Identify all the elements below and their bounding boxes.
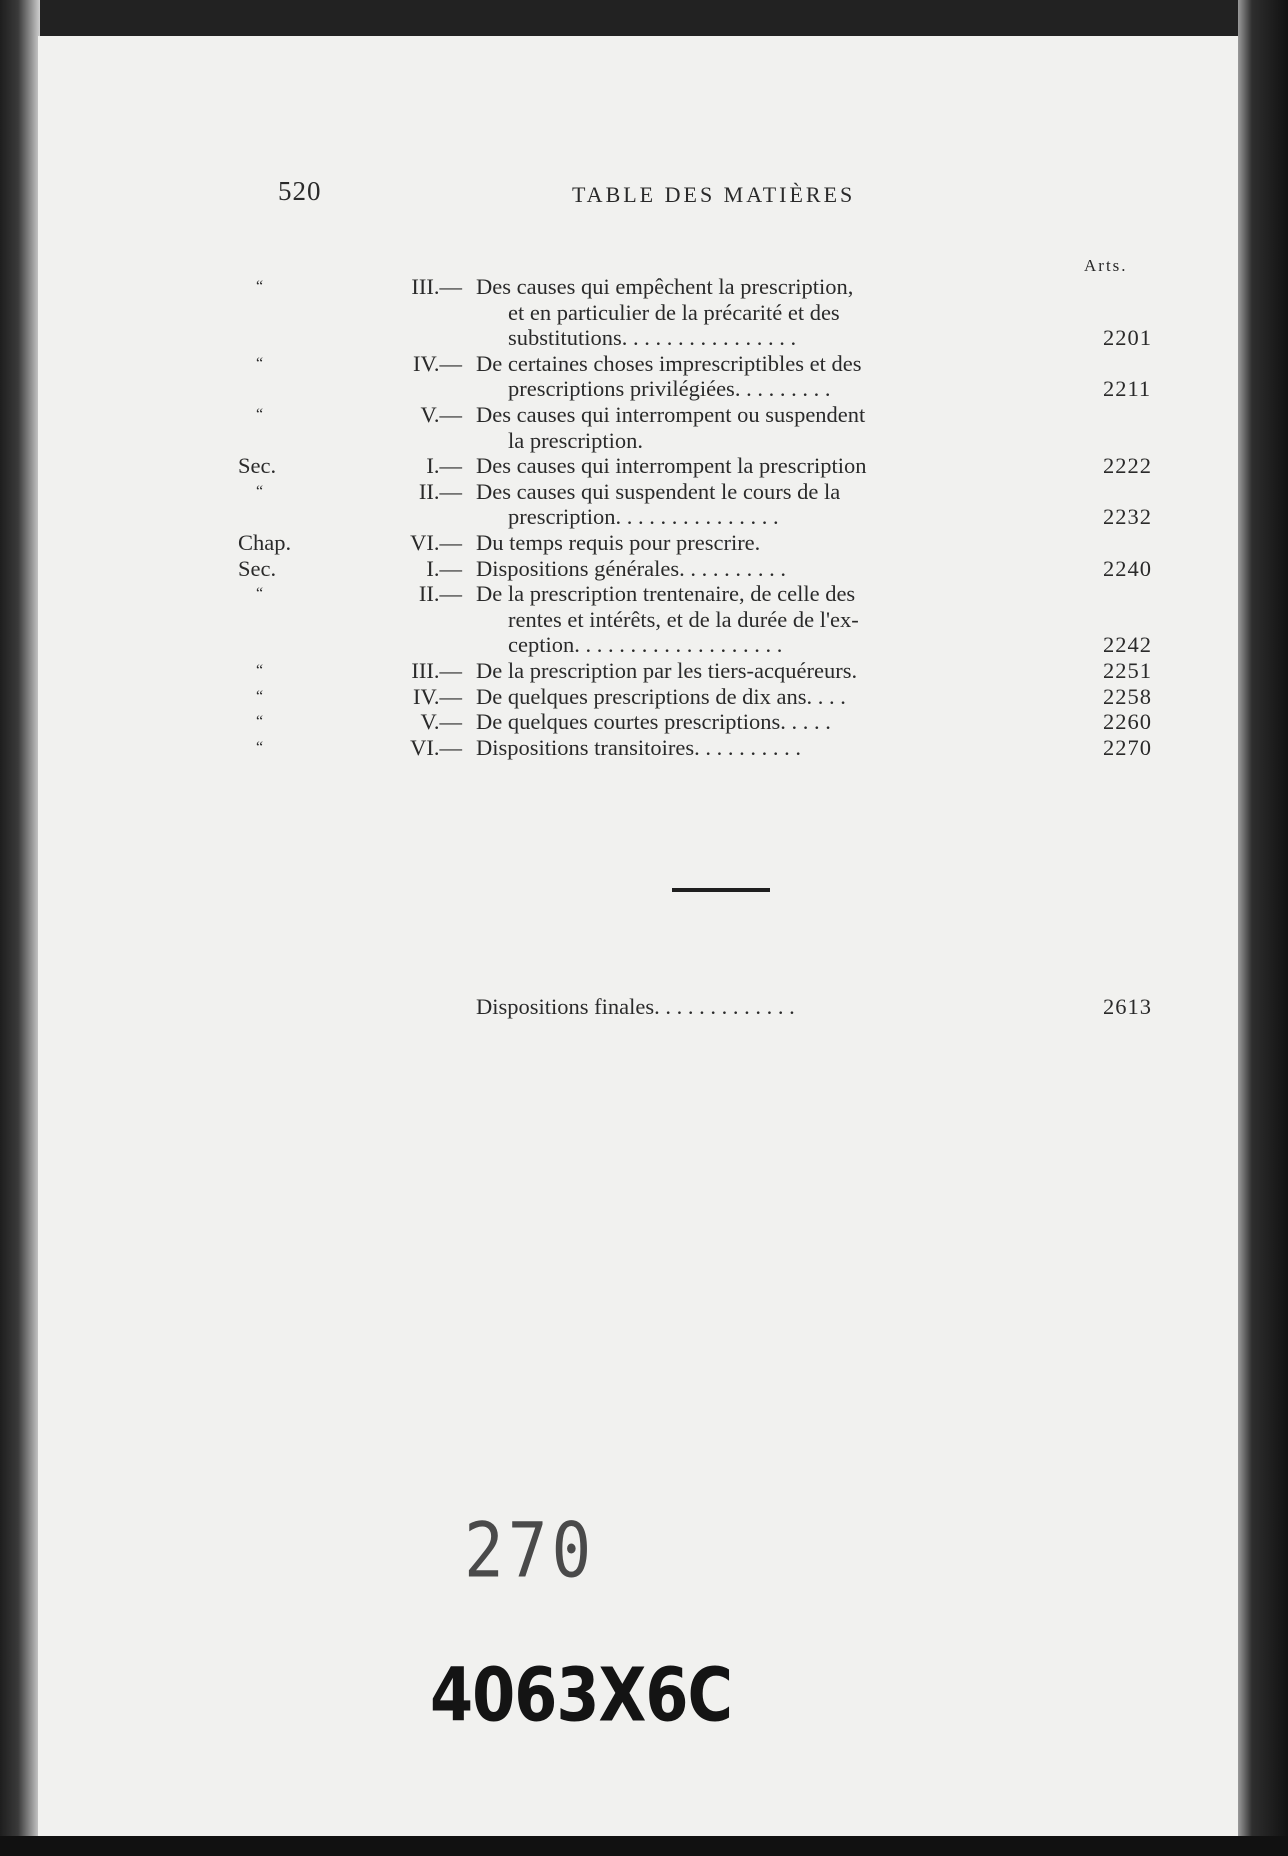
entry-title: rentes et intérêts, et de la durée de l'ex- xyxy=(508,607,859,632)
library-stamp-number: 270 xyxy=(464,1506,596,1595)
entry-title: substitutions. . . . . . . . . . . . . . . . xyxy=(508,325,797,350)
toc-entry-line xyxy=(38,504,1238,530)
entry-label: “ xyxy=(256,739,264,756)
toc-entry-line xyxy=(38,274,1238,300)
entry-article-number: 2242 xyxy=(1103,632,1152,657)
toc-entry-line xyxy=(38,709,1238,735)
entry-roman-numeral: II.— xyxy=(418,479,462,504)
entry-article-number: 2260 xyxy=(1103,709,1152,734)
entry-article-number: 2201 xyxy=(1103,325,1152,350)
scan-bottom-border xyxy=(0,1836,1288,1856)
entry-label: “ xyxy=(256,713,264,730)
entry-label: “ xyxy=(256,483,264,500)
toc-entry-line xyxy=(38,428,1238,454)
entry-roman-numeral: II.— xyxy=(418,581,462,606)
entry-title: Dispositions générales. . . . . . . . . . xyxy=(476,556,786,581)
toc-entry-line xyxy=(38,607,1238,633)
entry-article-number: 2222 xyxy=(1103,453,1152,478)
entry-label: “ xyxy=(256,278,264,295)
toc-entry-line xyxy=(38,453,1238,479)
entry-label: “ xyxy=(256,585,264,602)
entry-label: “ xyxy=(256,662,264,679)
toc-entry-line xyxy=(38,735,1238,761)
entry-label: Sec. xyxy=(238,556,277,581)
toc-entry-line xyxy=(38,684,1238,710)
entry-title: prescription. . . . . . . . . . . . . . . xyxy=(508,504,779,529)
library-call-number-stamp: 4063X6C xyxy=(430,1650,733,1739)
toc-entry-line xyxy=(38,402,1238,428)
toc-entry-line xyxy=(38,325,1238,351)
entry-roman-numeral: III.— xyxy=(411,658,462,683)
entry-article-number: 2258 xyxy=(1103,684,1152,709)
running-title: TABLE DES MATIÈRES xyxy=(572,182,856,207)
entry-roman-numeral: IV.— xyxy=(413,684,462,709)
entry-title: De la prescription trentenaire, de celle des xyxy=(476,581,856,606)
entry-title: De quelques prescriptions de dix ans. . . . xyxy=(476,684,846,709)
entry-roman-numeral: I.— xyxy=(426,453,462,478)
entry-title: De quelques courtes prescriptions. . . . . xyxy=(476,709,831,734)
entry-article-number: 2211 xyxy=(1103,376,1152,401)
entry-article-number: 2613 xyxy=(1103,994,1152,1019)
toc-entry-line xyxy=(38,530,1238,556)
section-divider-rule xyxy=(672,888,770,892)
toc-final-entry xyxy=(38,994,1238,1020)
entry-title: Des causes qui empêchent la prescription, xyxy=(476,274,854,299)
page-number: 520 xyxy=(278,176,322,206)
entry-title: et en particulier de la précarité et des xyxy=(508,300,840,325)
book-page xyxy=(38,36,1238,1836)
entry-roman-numeral: III.— xyxy=(411,274,462,299)
entry-title: la prescription. xyxy=(508,428,643,453)
entry-article-number: 2240 xyxy=(1103,556,1152,581)
scan-right-edge xyxy=(1238,0,1288,1856)
articles-column-label: Arts. xyxy=(1084,256,1128,275)
entry-article-number: 2270 xyxy=(1103,735,1152,760)
entry-label: “ xyxy=(256,406,264,423)
entry-label: “ xyxy=(256,355,264,372)
entry-roman-numeral: I.— xyxy=(426,556,462,581)
entry-label: Chap. xyxy=(238,530,292,555)
entry-title: ception. . . . . . . . . . . . . . . . . . . xyxy=(508,632,783,657)
entry-title: Dispositions transitoires. . . . . . . . . . xyxy=(476,735,801,760)
toc-entry-line xyxy=(38,632,1238,658)
entry-label: Sec. xyxy=(238,453,277,478)
entry-title: Des causes qui interrompent la prescription xyxy=(476,453,867,478)
entry-roman-numeral: VI.— xyxy=(410,530,462,555)
toc-entry-line xyxy=(38,581,1238,607)
entry-label: “ xyxy=(256,688,264,705)
toc-entry-line xyxy=(38,376,1238,402)
toc-entry-line xyxy=(38,300,1238,326)
entry-roman-numeral: V.— xyxy=(420,709,462,734)
toc-entry-line xyxy=(38,351,1238,377)
entry-title: De la prescription par les tiers-acquéreurs. xyxy=(476,658,858,683)
toc-entry-line xyxy=(38,658,1238,684)
entry-title: Du temps requis pour prescrire. xyxy=(476,530,761,555)
toc-entry-line xyxy=(38,479,1238,505)
entry-title: Des causes qui interrompent ou suspendent xyxy=(476,402,866,427)
entry-title: Des causes qui suspendent le cours de la xyxy=(476,479,841,504)
scan-top-border xyxy=(0,0,1288,40)
entry-roman-numeral: IV.— xyxy=(413,351,462,376)
entry-article-number: 2232 xyxy=(1103,504,1152,529)
entry-roman-numeral: V.— xyxy=(420,402,462,427)
scan-left-binding-edge xyxy=(0,0,40,1856)
entry-title: prescriptions privilégiées. . . . . . . . . xyxy=(508,376,831,401)
entry-title: De certaines choses imprescriptibles et des xyxy=(476,351,862,376)
entry-roman-numeral: VI.— xyxy=(410,735,462,760)
entry-article-number: 2251 xyxy=(1103,658,1152,683)
entry-title: Dispositions finales. . . . . . . . . . . . . xyxy=(476,994,795,1019)
toc-entry-line xyxy=(38,556,1238,582)
